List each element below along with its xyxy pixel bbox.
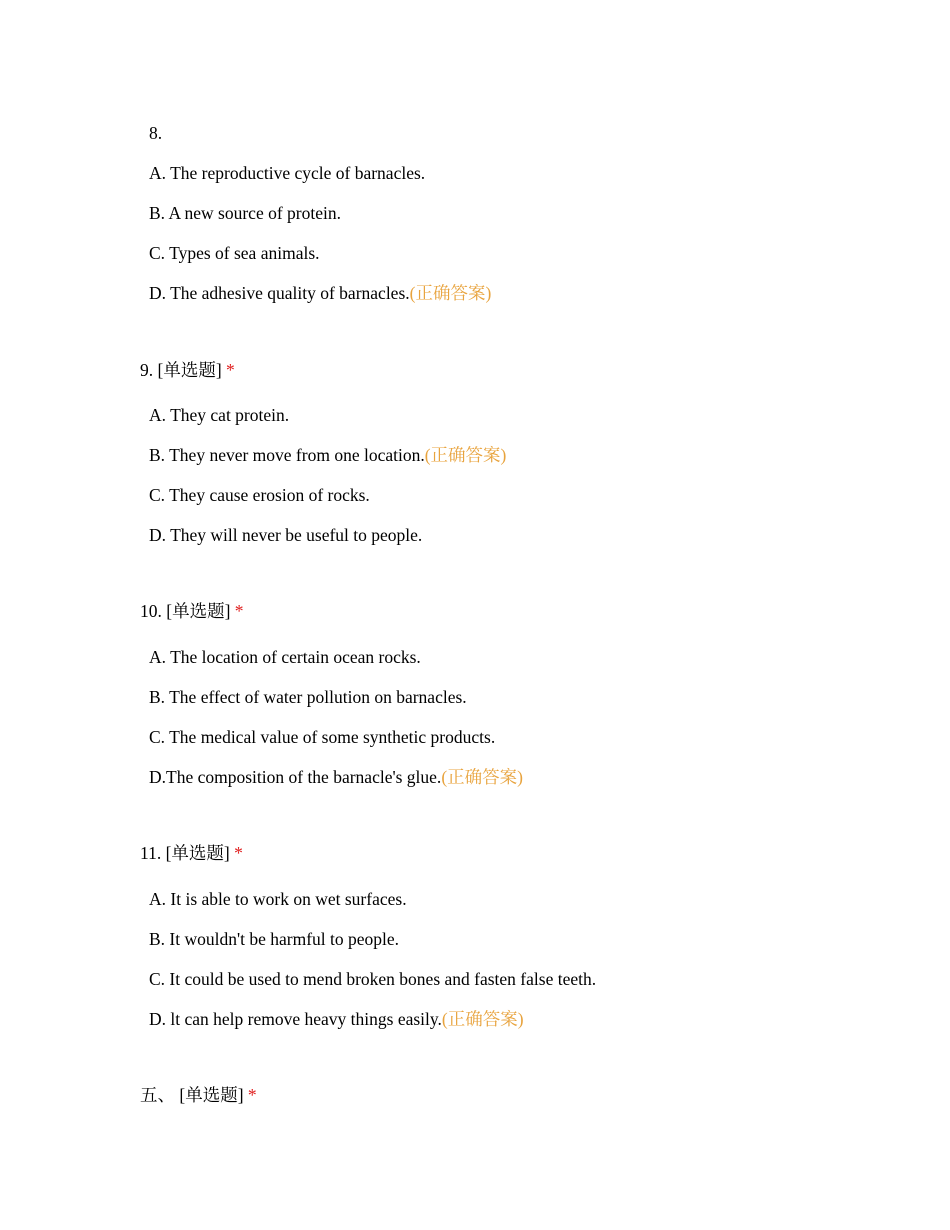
question-9-header <box>140 360 235 380</box>
question-type: [单选题] <box>157 360 222 380</box>
question-8-option-b[interactable] <box>149 203 341 223</box>
section-5-header <box>140 1085 257 1105</box>
required-mark: * <box>226 360 235 380</box>
question-9-option-c[interactable] <box>149 485 370 505</box>
correct-answer-label: (正确答案) <box>424 445 507 465</box>
option-text: B. A new source of protein. <box>149 203 341 223</box>
option-text: A. The reproductive cycle of barnacles. <box>149 163 426 183</box>
option-text: C. It could be used to mend broken bones and fasten false teeth. <box>149 969 597 989</box>
option-text: B. They never move from one location. <box>149 445 425 465</box>
option-text: D. lt can help remove heavy things easily. <box>149 1009 442 1029</box>
option-text: D. The adhesive quality of barnacles. <box>149 283 410 303</box>
question-10-option-c[interactable] <box>149 727 495 747</box>
question-10-option-b[interactable] <box>149 687 467 707</box>
question-11-option-a[interactable] <box>149 889 407 909</box>
question-9-option-d[interactable] <box>149 525 422 545</box>
option-text: C. Types of sea animals. <box>149 243 320 263</box>
question-number: 11. <box>140 843 162 863</box>
question-8-option-d[interactable] <box>149 283 491 303</box>
question-number: 10. <box>140 601 162 621</box>
correct-answer-label: (正确答案) <box>409 283 492 303</box>
question-8-header <box>149 123 162 143</box>
option-text: B. It wouldn't be harmful to people. <box>149 929 400 949</box>
option-text: C. They cause erosion of rocks. <box>149 485 370 505</box>
option-text: C. The medical value of some synthetic products. <box>149 727 496 747</box>
question-10-option-d[interactable] <box>149 767 523 787</box>
option-text: A. The location of certain ocean rocks. <box>149 647 421 667</box>
question-8-option-a[interactable] <box>149 163 425 183</box>
question-8-option-c[interactable] <box>149 243 320 263</box>
option-text: A. They cat protein. <box>149 405 290 425</box>
question-11-option-c[interactable] <box>149 969 596 989</box>
question-10-option-a[interactable] <box>149 647 421 667</box>
section-number: 五、 <box>140 1085 175 1105</box>
correct-answer-label: (正确答案) <box>441 1009 524 1029</box>
question-10-header <box>140 601 244 621</box>
correct-answer-label: (正确答案) <box>441 767 523 787</box>
option-text: A. It is able to work on wet surfaces. <box>149 889 407 909</box>
question-number: 8. <box>149 123 163 143</box>
required-mark: * <box>234 601 244 621</box>
question-11-header <box>140 843 243 863</box>
option-text: D.The composition of the barnacle's glue. <box>149 767 442 787</box>
required-mark: * <box>234 843 243 863</box>
section-type: [单选题] <box>179 1085 244 1105</box>
question-type: [单选题] <box>165 843 230 863</box>
question-9-option-b[interactable] <box>149 445 506 465</box>
question-11-option-b[interactable] <box>149 929 399 949</box>
option-text: B. The effect of water pollution on barnacles. <box>149 687 467 707</box>
question-11-option-d[interactable] <box>149 1009 524 1029</box>
question-number: 9. <box>140 360 154 380</box>
required-mark: * <box>247 1085 257 1105</box>
question-type: [单选题] <box>166 601 231 621</box>
option-text: D. They will never be useful to people. <box>149 525 423 545</box>
question-9-option-a[interactable] <box>149 405 289 425</box>
